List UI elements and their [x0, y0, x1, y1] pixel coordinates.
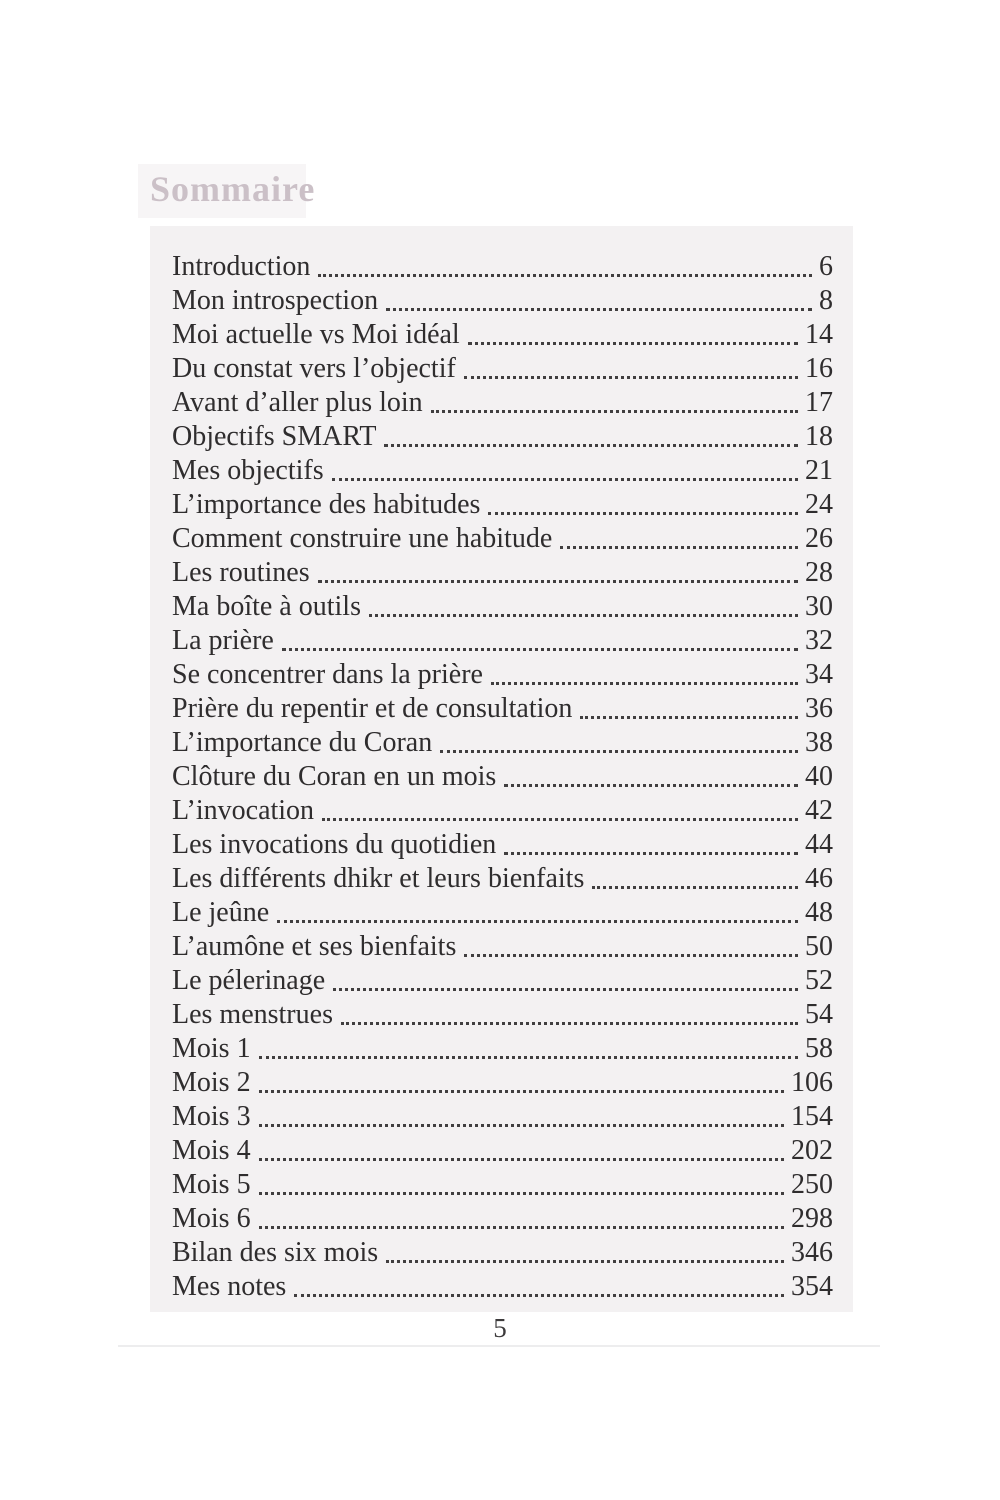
dot-leader	[488, 512, 798, 515]
toc-entry-page: 26	[805, 523, 833, 554]
toc-entry-label: Clôture du Coran en un mois	[172, 761, 497, 792]
toc-entry-label: Les menstrues	[172, 999, 333, 1030]
dot-leader	[592, 886, 798, 889]
dot-leader	[504, 852, 798, 855]
dot-leader	[333, 988, 798, 991]
dot-leader	[560, 546, 798, 549]
toc-entry-label: L’aumône et ses bienfaits	[172, 931, 457, 962]
toc-entry	[172, 590, 833, 624]
toc-entry	[172, 794, 833, 828]
toc-entry	[172, 828, 833, 862]
dot-leader	[294, 1294, 784, 1297]
dot-leader	[491, 682, 798, 685]
toc-entry	[172, 658, 833, 692]
toc-entry-label: L’invocation	[172, 795, 315, 826]
toc-entry-label: Comment construire une habitude	[172, 523, 553, 554]
toc-entry-label: Ma boîte à outils	[172, 591, 361, 622]
dot-leader	[259, 1192, 784, 1195]
toc-entry-label: La prière	[172, 625, 274, 656]
toc-entry-label: Mois 1	[172, 1033, 251, 1064]
toc-entry	[172, 318, 833, 352]
dot-leader	[318, 580, 798, 583]
toc-entry-label: Mois 3	[172, 1101, 251, 1132]
toc-entry-label: Mes objectifs	[172, 455, 324, 486]
toc-entry	[172, 488, 833, 522]
toc-entry	[172, 352, 833, 386]
toc-entry-page: 30	[805, 591, 833, 622]
toc-entry	[172, 726, 833, 760]
toc-entry	[172, 1236, 833, 1270]
toc-entry-page: 14	[805, 319, 833, 350]
toc-entry	[172, 1066, 833, 1100]
toc-entry-page: 36	[805, 693, 833, 724]
toc-entry-page: 58	[805, 1033, 833, 1064]
toc-entry-label: Les routines	[172, 557, 310, 588]
toc-entry-page: 8	[819, 285, 833, 316]
dot-leader	[464, 376, 798, 379]
toc-entry-page: 28	[805, 557, 833, 588]
toc-entry	[172, 1134, 833, 1168]
dot-leader	[259, 1056, 798, 1059]
toc-entry-page: 18	[805, 421, 833, 452]
dot-leader	[322, 818, 798, 821]
dot-leader	[369, 614, 798, 617]
toc-entry-page: 106	[791, 1067, 833, 1098]
dot-leader	[259, 1158, 784, 1161]
toc-entry-page: 21	[805, 455, 833, 486]
dot-leader	[431, 410, 798, 413]
footer-rule	[118, 1345, 880, 1347]
toc-entry	[172, 760, 833, 794]
toc-entry-page: 48	[805, 897, 833, 928]
toc-entry	[172, 1100, 833, 1134]
toc-entry-page: 52	[805, 965, 833, 996]
toc-entry	[172, 454, 833, 488]
toc-entry	[172, 250, 833, 284]
dot-leader	[259, 1124, 784, 1127]
toc-entry-label: Objectifs SMART	[172, 421, 377, 452]
toc-entry	[172, 1202, 833, 1236]
dot-leader	[580, 716, 798, 719]
toc-entry-label: Introduction	[172, 251, 311, 282]
toc-entry-page: 54	[805, 999, 833, 1030]
toc-entry-label: L’importance du Coran	[172, 727, 433, 758]
dot-leader	[440, 750, 798, 753]
toc-entry	[172, 386, 833, 420]
toc-entry	[172, 1168, 833, 1202]
toc-entry-label: Se concentrer dans la prière	[172, 659, 483, 690]
toc-entry-label: Mois 6	[172, 1203, 251, 1234]
toc-entry-label: Mois 5	[172, 1169, 251, 1200]
dot-leader	[386, 1260, 784, 1263]
toc-entry-page: 38	[805, 727, 833, 758]
dot-leader	[504, 784, 798, 787]
dot-leader	[386, 308, 812, 311]
toc-entry	[172, 624, 833, 658]
toc-entry-label: Mon introspection	[172, 285, 379, 316]
toc-entry	[172, 556, 833, 590]
dot-leader	[318, 274, 812, 277]
toc-entry	[172, 896, 833, 930]
toc-entry-label: L’importance des habitudes	[172, 489, 481, 520]
toc-entry	[172, 284, 833, 318]
toc-entry-label: Moi actuelle vs Moi idéal	[172, 319, 460, 350]
toc-entry-page: 17	[805, 387, 833, 418]
toc-entry	[172, 522, 833, 556]
dot-leader	[332, 478, 798, 481]
toc-entry-label: Mois 2	[172, 1067, 251, 1098]
toc-entry-label: Du constat vers l’objectif	[172, 353, 456, 384]
toc-entry-page: 16	[805, 353, 833, 384]
toc-entry	[172, 998, 833, 1032]
toc-entry-page: 44	[805, 829, 833, 860]
toc-entry-page: 34	[805, 659, 833, 690]
toc-entry-page: 250	[791, 1169, 833, 1200]
toc-entry-page: 298	[791, 1203, 833, 1234]
dot-leader	[259, 1226, 784, 1229]
dot-leader	[384, 444, 798, 447]
toc-entry-label: Prière du repentir et de consultation	[172, 693, 573, 724]
toc-entry-page: 42	[805, 795, 833, 826]
dot-leader	[464, 954, 798, 957]
toc-entry-page: 32	[805, 625, 833, 656]
dot-leader	[277, 920, 798, 923]
toc-entry-page: 6	[819, 251, 833, 282]
page-number-footer: 5	[493, 1313, 507, 1343]
toc-entry-label: Le pélerinage	[172, 965, 326, 996]
toc-entry	[172, 420, 833, 454]
toc-entry-page: 40	[805, 761, 833, 792]
toc-entry	[172, 1270, 833, 1304]
toc-entry-label: Les invocations du quotidien	[172, 829, 497, 860]
toc-entry-label: Le jeûne	[172, 897, 270, 928]
toc-entry-page: 354	[791, 1271, 833, 1302]
toc-entry	[172, 692, 833, 726]
dot-leader	[341, 1022, 798, 1025]
toc-entry-label: Mois 4	[172, 1135, 251, 1166]
toc-entry-label: Avant d’aller plus loin	[172, 387, 423, 418]
toc-entry-label: Bilan des six mois	[172, 1237, 379, 1268]
toc-entry	[172, 964, 833, 998]
toc-entry-label: Les différents dhikr et leurs bienfaits	[172, 863, 585, 894]
toc-entry	[172, 1032, 833, 1066]
toc-entry	[172, 930, 833, 964]
page-title: Sommaire	[150, 169, 316, 209]
toc-entry-page: 24	[805, 489, 833, 520]
dot-leader	[259, 1090, 784, 1093]
toc-entry-page: 154	[791, 1101, 833, 1132]
toc-entry-page: 346	[791, 1237, 833, 1268]
toc-entry-page: 50	[805, 931, 833, 962]
toc-entry	[172, 862, 833, 896]
toc-panel	[150, 226, 853, 1312]
dot-leader	[468, 342, 798, 345]
toc-entry-label: Mes notes	[172, 1271, 287, 1302]
toc-entry-page: 46	[805, 863, 833, 894]
toc-entry-page: 202	[791, 1135, 833, 1166]
dot-leader	[282, 648, 798, 651]
